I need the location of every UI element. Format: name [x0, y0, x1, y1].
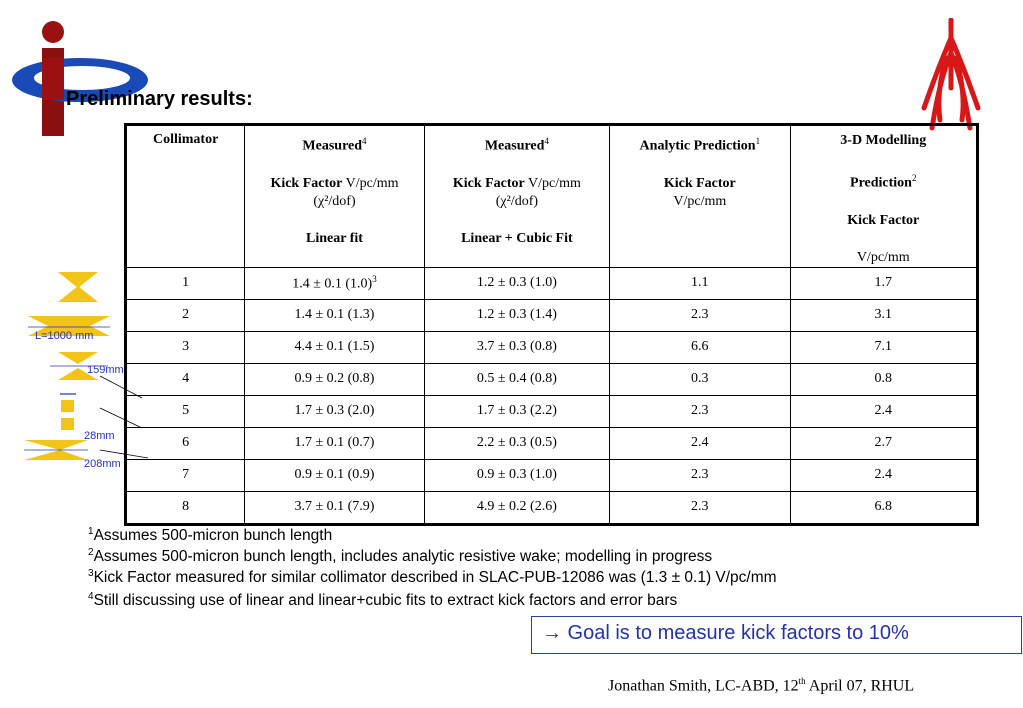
cell-analytic: 2.3	[610, 491, 790, 524]
table-row	[126, 427, 978, 459]
cell-collimator: 3	[126, 331, 245, 363]
table-row	[126, 363, 978, 395]
cell-model: 2.7	[790, 427, 977, 459]
cell-model: 1.7	[790, 267, 977, 299]
cell-analytic: 2.3	[610, 395, 790, 427]
footer-credit: Jonathan Smith, LC-ABD, 12th April 07, RHUL	[608, 676, 915, 695]
cell-model: 2.4	[790, 395, 977, 427]
cell-model: 0.8	[790, 363, 977, 395]
cell-linear: 4.4 ± 0.1 (1.5)	[245, 331, 424, 363]
table-row	[126, 299, 978, 331]
footnote-2: $^2$Assumes 500-micron bunch length, includes analytic resistive wake; modelling in progress	[88, 547, 713, 566]
cell-collimator: 1	[126, 267, 245, 299]
slide-title: Preliminary results:	[66, 88, 253, 110]
header-collimator: Collimator	[126, 125, 245, 268]
table-row	[126, 395, 978, 427]
cell-analytic: 2.3	[610, 299, 790, 331]
cell-model: 6.8	[790, 491, 977, 524]
cell-cubic: 0.9 ± 0.3 (1.0)	[424, 459, 609, 491]
institute-logo-icon	[8, 18, 153, 138]
cell-cubic: 1.2 ± 0.3 (1.4)	[424, 299, 609, 331]
cell-linear: 0.9 ± 0.1 (0.9)	[245, 459, 424, 491]
footnote-3: $^3$Kick Factor measured for similar collimator described in SLAC-PUB-12086 was (1.3 ± 0.1) V/pc/mm	[88, 568, 777, 587]
cell-model: 7.1	[790, 331, 977, 363]
cell-linear: 1.7 ± 0.3 (2.0)	[245, 395, 424, 427]
cell-cubic: 4.9 ± 0.2 (2.6)	[424, 491, 609, 524]
cell-analytic: 6.6	[610, 331, 790, 363]
header-measured-cubic: Measured$^4$ Kick Factor V/pc/mm (χ²/dof) Linear + Cubic Fit	[424, 125, 609, 268]
diagram-dim2-label: 28mm	[84, 430, 115, 442]
header-modelling: 3-D Modelling Prediction$^2$ Kick Factor V/pc/mm	[790, 125, 977, 268]
diagram-dim1-label: 159mm	[87, 364, 124, 376]
cell-analytic: 0.3	[610, 363, 790, 395]
cell-collimator: 6	[126, 427, 245, 459]
cell-linear: 1.4 ± 0.1 (1.3)	[245, 299, 424, 331]
cell-model: 2.4	[790, 459, 977, 491]
cell-cubic: 3.7 ± 0.3 (0.8)	[424, 331, 609, 363]
goal-box: → Goal is to measure kick factors to 10%	[531, 616, 1022, 654]
cell-linear: 0.9 ± 0.2 (0.8)	[245, 363, 424, 395]
diagram-dim3-label: 208mm	[84, 458, 121, 470]
cell-cubic: 2.2 ± 0.3 (0.5)	[424, 427, 609, 459]
cell-analytic: 2.4	[610, 427, 790, 459]
cell-cubic: 0.5 ± 0.4 (0.8)	[424, 363, 609, 395]
cell-analytic: 2.3	[610, 459, 790, 491]
cell-linear: 1.4 ± 0.1 $(1.0)^3$	[245, 267, 424, 299]
footnote-1: $^1$Assumes 500-micron bunch length	[88, 526, 333, 545]
table-row	[126, 459, 978, 491]
results-table	[124, 123, 979, 526]
cell-collimator: 2	[126, 299, 245, 331]
cell-cubic: 1.2 ± 0.3 (1.0)	[424, 267, 609, 299]
table-row	[126, 491, 978, 524]
footnote-4: $^4$Still discussing use of linear and linear+cubic fits to extract kick factors and error bars	[88, 591, 678, 610]
cell-linear: 1.7 ± 0.1 (0.7)	[245, 427, 424, 459]
cell-collimator: 8	[126, 491, 245, 524]
header-analytic: Analytic Prediction$^1$ Kick Factor V/pc/mm	[610, 125, 790, 268]
cell-model: 3.1	[790, 299, 977, 331]
cell-collimator: 4	[126, 363, 245, 395]
table-row	[126, 331, 978, 363]
table-header-row	[126, 125, 978, 268]
table-row	[126, 267, 978, 299]
diagram-length-label: L=1000 mm	[35, 330, 94, 342]
cell-collimator: 5	[126, 395, 245, 427]
header-measured-linear: Measured$^4$ Kick Factor V/pc/mm (χ²/dof) Linear fit	[245, 125, 424, 268]
cell-collimator: 7	[126, 459, 245, 491]
university-logo-icon	[918, 18, 984, 138]
cell-cubic: 1.7 ± 0.3 (2.2)	[424, 395, 609, 427]
cell-analytic: 1.1	[610, 267, 790, 299]
cell-linear: 3.7 ± 0.1 (7.9)	[245, 491, 424, 524]
